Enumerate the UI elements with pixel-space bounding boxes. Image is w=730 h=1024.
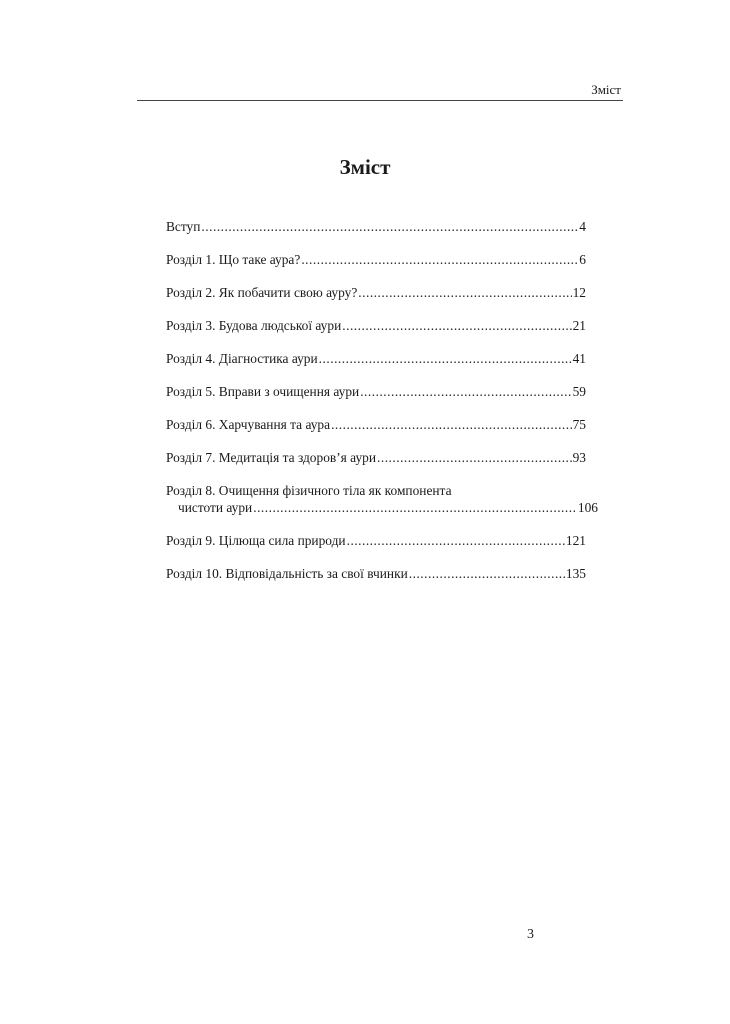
toc-entry-page: 4 — [579, 219, 586, 234]
toc-dot-leader — [253, 499, 577, 516]
toc-entry — [166, 284, 586, 301]
toc-entry-first-line — [166, 482, 586, 499]
toc-entry-page: 12 — [572, 285, 586, 300]
toc-entry-label: Розділ 10. Відповідальність за свої вчинки — [166, 566, 408, 581]
toc-dot-leader — [347, 532, 565, 549]
toc-dot-leader — [342, 317, 571, 334]
toc-entry-label: Розділ 3. Будова людської аури — [166, 318, 342, 333]
toc-entry — [166, 532, 586, 549]
toc-entry — [166, 317, 586, 334]
toc-entry-page: 21 — [572, 318, 586, 333]
page-number: 3 — [527, 927, 534, 942]
toc-entry-page: 41 — [572, 351, 586, 366]
toc-entry-page: 59 — [572, 384, 586, 399]
toc-entry — [166, 565, 586, 582]
toc-entry-label: Вступ — [166, 219, 201, 234]
toc-entry-label: Розділ 9. Цілюща сила природи — [166, 533, 346, 548]
toc-entry-label: Розділ 2. Як побачити свою ауру? — [166, 285, 358, 300]
toc-entry — [166, 416, 586, 433]
toc-entry-page: 93 — [572, 450, 586, 465]
toc-entry — [166, 449, 586, 466]
toc-entry-page: 6 — [579, 252, 586, 267]
toc-entry-page: 121 — [565, 533, 586, 548]
toc-entry-page: 75 — [572, 417, 586, 432]
toc-dot-leader — [201, 218, 578, 235]
toc-entry — [166, 482, 598, 516]
table-of-contents — [166, 218, 598, 598]
toc-entry-page: 135 — [565, 566, 586, 581]
running-header-title: Зміст — [591, 82, 621, 97]
toc-entry-continuation-line — [166, 499, 598, 516]
toc-entry-page: 106 — [577, 500, 598, 515]
toc-entry — [166, 350, 586, 367]
toc-dot-leader — [377, 449, 572, 466]
toc-dot-leader — [360, 383, 571, 400]
toc-entry-label: Розділ 1. Що таке аура? — [166, 252, 301, 267]
page-title: Зміст — [339, 155, 391, 179]
toc-dot-leader — [319, 350, 572, 367]
toc-dot-leader — [331, 416, 572, 433]
toc-dot-leader — [301, 251, 578, 268]
toc-entry-label: Розділ 7. Медитація та здоров’я аури — [166, 450, 376, 465]
running-header — [137, 80, 623, 101]
toc-entry — [166, 383, 586, 400]
toc-entry-label: Розділ 6. Харчування та аура — [166, 417, 331, 432]
toc-entry-label: Розділ 4. Діагностика аури — [166, 351, 318, 366]
toc-dot-leader — [358, 284, 571, 301]
toc-entry-label: Розділ 5. Вправи з очищення аури — [166, 384, 360, 399]
toc-dot-leader — [409, 565, 565, 582]
toc-entry-label-continuation: чистоти аури — [178, 500, 253, 515]
toc-entry — [166, 218, 586, 235]
toc-entry — [166, 251, 586, 268]
toc-entry-label: Розділ 8. Очищення фізичного тіла як компонента — [166, 483, 452, 498]
